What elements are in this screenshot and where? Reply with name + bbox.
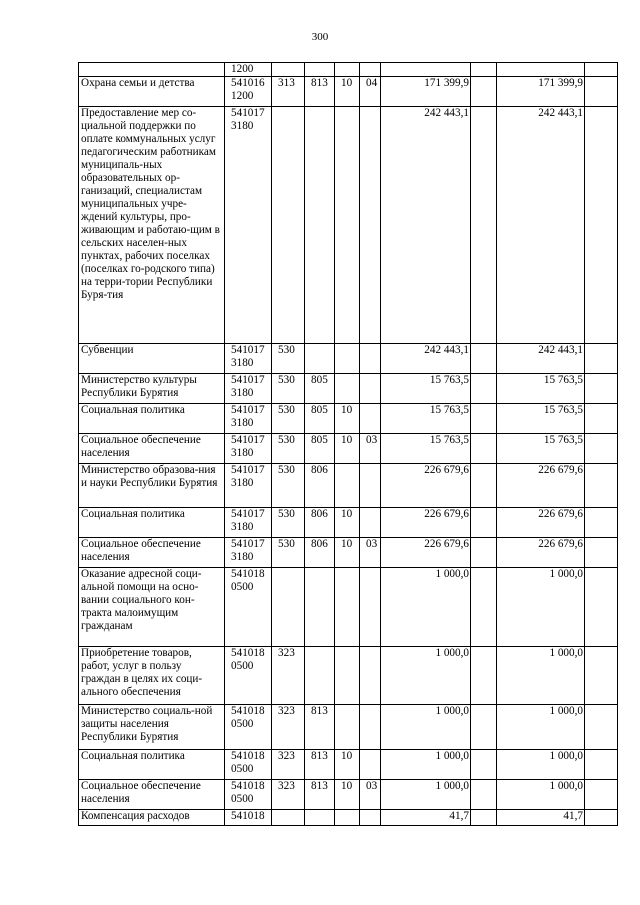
code-cell [225,434,272,464]
empty-cell [471,464,497,508]
code-line-2: 3180 [231,417,254,429]
empty-cell [471,750,497,780]
code-line-2: 3180 [231,477,254,489]
sum-cell: 226 679,6 [381,508,471,538]
row-name-cell: Социальная политика [79,508,225,538]
empty-cell [471,344,497,374]
empty-cell [471,77,497,107]
row-name-cell: Субвенции [79,344,225,374]
pr-cell: 10 [335,434,360,464]
empty-cell [585,107,618,344]
code-line-1: 541018 [231,750,265,762]
pr-cell: 10 [335,750,360,780]
sum-cell: 1 000,0 [497,568,585,647]
empty-cell [585,750,618,780]
sum-cell: 242 443,1 [381,107,471,344]
code-line-1: 541018 [231,780,265,792]
pr-cell [335,107,360,344]
grbs-cell: 323 [272,705,305,750]
sum-cell: 1 000,0 [497,705,585,750]
grbs-cell [272,810,305,826]
rz-cell: 805 [305,374,335,404]
code-cell [225,568,272,647]
empty-cell [585,810,618,826]
table-row [79,780,618,810]
rz-cell: 806 [305,508,335,538]
code-line-1: 541017 [231,538,265,550]
code-line-1: 541016 [231,77,265,89]
budget-table [78,62,618,826]
sum-cell: 242 443,1 [497,107,585,344]
table-row [79,750,618,780]
code-line-1: 541017 [231,404,265,416]
sum-cell: 242 443,1 [497,344,585,374]
code-cell [225,63,272,77]
vr-cell: 03 [360,538,381,568]
row-name-cell: Оказание адресной соци-альной помощи на осно-вании социального кон-тракта малоимущим гражданам [79,568,225,647]
code-cell [225,464,272,508]
row-name-cell: Охрана семьи и детства [79,77,225,107]
code-line-1: 541018 [231,647,265,659]
empty-cell [585,647,618,705]
code-line-2: 1200 [231,90,254,102]
empty-cell [585,508,618,538]
code-line-1: 541018 [231,568,265,580]
sum-cell: 41,7 [497,810,585,826]
rz-cell: 813 [305,77,335,107]
code-line-2: 3180 [231,447,254,459]
empty-cell [585,780,618,810]
vr-cell [360,750,381,780]
sum-cell: 1 000,0 [497,647,585,705]
rz-cell [305,568,335,647]
grbs-cell: 530 [272,538,305,568]
pr-cell: 10 [335,77,360,107]
grbs-cell: 530 [272,434,305,464]
grbs-cell: 530 [272,374,305,404]
code-cell [225,508,272,538]
grbs-cell [272,63,305,77]
pr-cell [335,63,360,77]
pr-cell [335,464,360,508]
grbs-cell: 323 [272,647,305,705]
code-line-2: 3180 [231,357,254,369]
code-cell [225,780,272,810]
table-row [79,77,618,107]
sum-cell: 226 679,6 [497,538,585,568]
empty-cell [471,508,497,538]
code-line-1: 541017 [231,508,265,520]
pr-cell [335,810,360,826]
code-line-2: 0500 [231,793,254,805]
pr-cell: 10 [335,538,360,568]
table-row [79,464,618,508]
vr-cell: 03 [360,434,381,464]
code-line-2: 3180 [231,521,254,533]
empty-cell [585,568,618,647]
row-name-cell: Министерство культуры Республики Бурятия [79,374,225,404]
sum-cell: 1 000,0 [497,780,585,810]
vr-cell [360,647,381,705]
rz-cell [305,107,335,344]
pr-cell: 10 [335,780,360,810]
grbs-cell: 530 [272,344,305,374]
sum-cell: 242 443,1 [381,344,471,374]
code-cell [225,705,272,750]
sum-cell: 15 763,5 [381,404,471,434]
table-row [79,568,618,647]
rz-cell [305,344,335,374]
empty-cell [471,705,497,750]
pr-cell [335,374,360,404]
vr-cell [360,568,381,647]
sum-cell: 15 763,5 [497,434,585,464]
empty-cell [585,77,618,107]
empty-cell [471,434,497,464]
rz-cell: 813 [305,750,335,780]
sum-cell: 15 763,5 [497,374,585,404]
row-name-cell: Предоставление мер со-циальной поддержки по оплате коммунальных услуг педагогическим работникам муниципаль-ных образовательных ор-ганизаций, специалистам муниципальных учре-ждений культуры, про-живающим и работаю-щим в сельских населен-ных пунктах, рабочих поселках (поселках го-родского типа) на терри-тории Республики Буря-тия [79,107,225,344]
sum-cell: 1 000,0 [381,750,471,780]
code-cell [225,810,272,826]
code-line-1: 541018 [231,705,265,717]
vr-cell [360,810,381,826]
row-name-cell: Социальная политика [79,404,225,434]
row-name-cell: Приобретение товаров, работ, услуг в пользу граждан в целях их соци-ального обеспечения [79,647,225,705]
empty-cell [471,107,497,344]
rz-cell [305,63,335,77]
table-row [79,404,618,434]
sum-cell: 1 000,0 [381,568,471,647]
code-cell [225,647,272,705]
vr-cell [360,464,381,508]
vr-cell [360,107,381,344]
code-cell [225,77,272,107]
code-cell [225,404,272,434]
grbs-cell [272,107,305,344]
code-line-2: 1200 [231,63,254,75]
empty-cell [471,780,497,810]
table-row [79,810,618,826]
code-line-2: 0500 [231,763,254,775]
code-line-1: 541017 [231,107,265,119]
vr-cell [360,404,381,434]
empty-cell [471,374,497,404]
grbs-cell: 323 [272,780,305,810]
table-row [79,374,618,404]
grbs-cell: 530 [272,508,305,538]
row-name-cell: Министерство образова-ния и науки Республики Бурятия [79,464,225,508]
code-cell [225,107,272,344]
sum-cell: 15 763,5 [497,404,585,434]
sum-cell: 1 000,0 [381,780,471,810]
empty-cell [585,434,618,464]
table-row [79,647,618,705]
pr-cell [335,705,360,750]
code-cell [225,344,272,374]
grbs-cell: 323 [272,750,305,780]
rz-cell: 813 [305,705,335,750]
pr-cell: 10 [335,508,360,538]
code-line-1: 541017 [231,464,265,476]
vr-cell [360,374,381,404]
sum-cell: 226 679,6 [497,508,585,538]
empty-cell [585,538,618,568]
table-row [79,705,618,750]
vr-cell [360,63,381,77]
rz-cell: 813 [305,780,335,810]
row-name-cell [79,63,225,77]
sum-cell: 171 399,9 [497,77,585,107]
rz-cell: 806 [305,464,335,508]
empty-cell [471,568,497,647]
sum-cell: 226 679,6 [381,538,471,568]
table-row [79,538,618,568]
empty-cell [585,464,618,508]
sum-cell [497,63,585,77]
row-name-cell: Министерство социаль-ной защиты населения Республики Бурятия [79,705,225,750]
table-row [79,107,618,344]
page-number: 300 [311,31,329,43]
rz-cell: 805 [305,404,335,434]
empty-cell [585,63,618,77]
table-row [79,344,618,374]
code-cell [225,538,272,568]
row-name-cell: Социальное обеспечение населения [79,538,225,568]
empty-cell [585,374,618,404]
sum-cell [381,63,471,77]
sum-cell: 15 763,5 [381,374,471,404]
rz-cell [305,647,335,705]
code-cell [225,750,272,780]
sum-cell: 41,7 [381,810,471,826]
grbs-cell: 313 [272,77,305,107]
empty-cell [585,404,618,434]
code-line-2: 3180 [231,551,254,563]
empty-cell [471,538,497,568]
empty-cell [471,810,497,826]
row-name-cell: Социальное обеспечение населения [79,434,225,464]
pr-cell [335,344,360,374]
sum-cell: 1 000,0 [381,705,471,750]
sum-cell: 226 679,6 [497,464,585,508]
row-name-cell: Компенсация расходов [79,810,225,826]
empty-cell [471,647,497,705]
grbs-cell: 530 [272,404,305,434]
table-row [79,63,618,77]
rz-cell: 805 [305,434,335,464]
code-line-2: 0500 [231,718,254,730]
pr-cell [335,568,360,647]
grbs-cell [272,568,305,647]
code-line-2: 0500 [231,660,254,672]
vr-cell [360,344,381,374]
vr-cell [360,508,381,538]
code-line-2: 3180 [231,120,254,132]
code-line-2: 0500 [231,581,254,593]
pr-cell: 10 [335,404,360,434]
vr-cell [360,705,381,750]
row-name-cell: Социальная политика [79,750,225,780]
sum-cell: 1 000,0 [497,750,585,780]
vr-cell: 04 [360,77,381,107]
code-line-1: 541017 [231,434,265,446]
rz-cell: 806 [305,538,335,568]
empty-cell [585,705,618,750]
pr-cell [335,647,360,705]
code-line-2: 3180 [231,387,254,399]
sum-cell: 171 399,9 [381,77,471,107]
code-cell [225,374,272,404]
sum-cell: 226 679,6 [381,464,471,508]
empty-cell [471,63,497,77]
grbs-cell: 530 [272,464,305,508]
code-line-1: 541018 [231,810,265,822]
sum-cell: 1 000,0 [381,647,471,705]
empty-cell [585,344,618,374]
vr-cell: 03 [360,780,381,810]
sum-cell: 15 763,5 [381,434,471,464]
rz-cell [305,810,335,826]
empty-cell [471,404,497,434]
code-line-1: 541017 [231,374,265,386]
table-row [79,508,618,538]
code-line-1: 541017 [231,344,265,356]
table-row [79,434,618,464]
row-name-cell: Социальное обеспечение населения [79,780,225,810]
